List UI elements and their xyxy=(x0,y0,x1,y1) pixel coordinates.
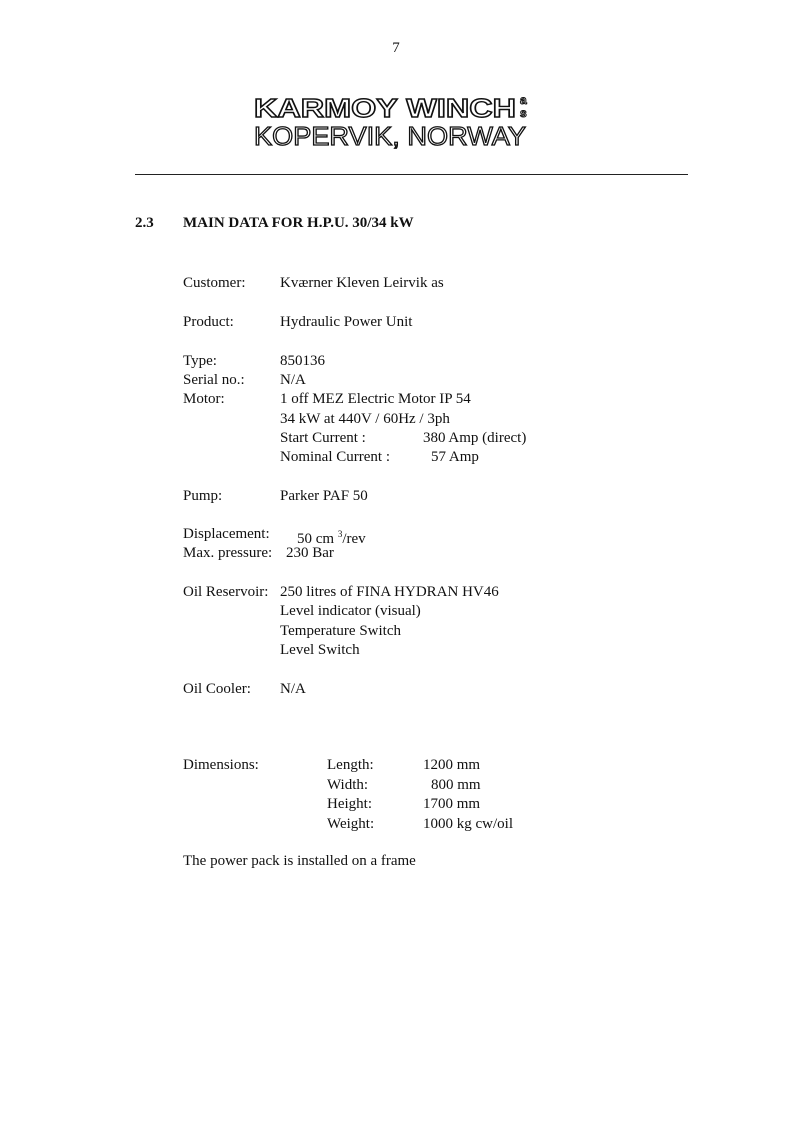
logo-line-1: KARMOY WINCH xyxy=(254,93,516,123)
customer-value: Kværner Kleven Leirvik as xyxy=(280,275,444,291)
motor-line-2: 34 kW at 440V / 60Hz / 3ph xyxy=(280,411,450,427)
oil-reservoir-value: 250 litres of FINA HYDRAN HV46 xyxy=(280,584,499,600)
start-current-value: 380 Amp (direct) xyxy=(423,430,527,446)
oil-reservoir-item: Level Switch xyxy=(280,642,360,658)
oil-cooler-label: Oil Cooler: xyxy=(183,681,251,697)
type-value: 850136 xyxy=(280,353,325,369)
oil-reservoir-item: Temperature Switch xyxy=(280,623,401,639)
product-label: Product: xyxy=(183,314,234,330)
logo-as-top: a xyxy=(520,93,527,107)
oil-cooler-value: N/A xyxy=(280,681,306,697)
dimension-name: Length: xyxy=(327,757,374,773)
page-number: 7 xyxy=(392,40,400,56)
dimensions-label: Dimensions: xyxy=(183,757,259,773)
logo-as-bottom: s xyxy=(520,106,527,120)
pump-value: Parker PAF 50 xyxy=(280,488,368,504)
oil-reservoir-label: Oil Reservoir: xyxy=(183,584,269,600)
dimension-name: Width: xyxy=(327,777,369,793)
company-logo xyxy=(254,93,539,154)
dimension-value: 1700 mm xyxy=(423,796,481,812)
customer-label: Customer: xyxy=(183,275,246,291)
nominal-current-label: Nominal Current : xyxy=(280,449,390,465)
dimension-name: Weight: xyxy=(327,816,375,832)
nominal-current-value: 57 Amp xyxy=(431,449,479,465)
oil-reservoir-item: Level indicator (visual) xyxy=(280,603,421,619)
displacement-number: 50 cm xyxy=(297,531,335,547)
max-pressure-value: 230 Bar xyxy=(286,545,334,561)
type-label: Type: xyxy=(183,353,217,369)
displacement-unit-rest: /rev xyxy=(342,531,366,547)
motor-line-1: 1 off MEZ Electric Motor IP 54 xyxy=(280,391,471,407)
pump-label: Pump: xyxy=(183,488,223,504)
start-current-label: Start Current : xyxy=(280,430,366,446)
motor-label: Motor: xyxy=(183,391,225,407)
serial-value: N/A xyxy=(280,372,306,388)
section-title: MAIN DATA FOR H.P.U. 30/34 kW xyxy=(183,215,414,231)
section-number: 2.3 xyxy=(135,215,154,231)
dimension-value: 1000 kg cw/oil xyxy=(423,816,513,832)
serial-label: Serial no.: xyxy=(183,372,245,388)
dimension-value: 800 mm xyxy=(431,777,481,793)
logo-line-2: KOPERVIK, NORWAY xyxy=(254,121,526,149)
footer-note: The power pack is installed on a frame xyxy=(183,853,416,869)
displacement-label: Displacement: xyxy=(183,526,270,542)
dimension-name: Height: xyxy=(327,796,372,812)
header-rule xyxy=(135,174,688,175)
max-pressure-label: Max. pressure: xyxy=(183,545,273,561)
dimension-value: 1200 mm xyxy=(423,757,481,773)
displacement-unit-sup: 3 xyxy=(337,529,343,539)
product-value: Hydraulic Power Unit xyxy=(280,314,413,330)
